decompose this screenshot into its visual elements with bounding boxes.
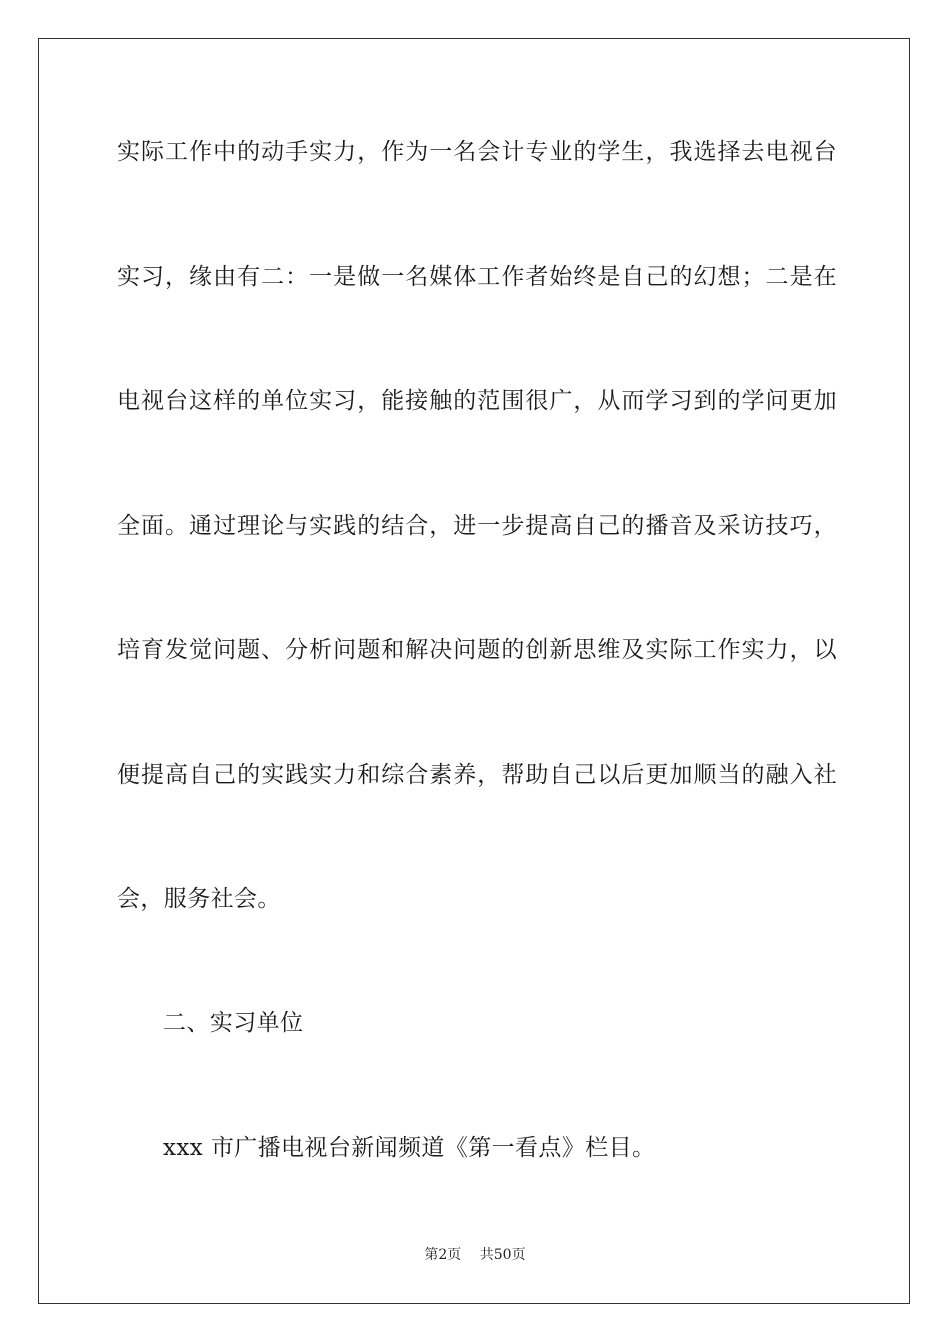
paragraph-line: 会，服务社会。 bbox=[117, 886, 281, 912]
page-border bbox=[38, 38, 910, 1304]
section-heading: 二、实习单位 bbox=[163, 1010, 304, 1036]
unit-text: xxx 市广播电视台新闻频道《第一看点》栏目。 bbox=[163, 1135, 656, 1161]
paragraph-line: 实习，缘由有二：一是做一名媒体工作者始终是自己的幻想；二是在 bbox=[117, 264, 837, 290]
paragraph-line: 全面。通过理论与实践的结合，进一步提高自己的播音及采访技巧， bbox=[117, 513, 837, 539]
paragraph-line: 培育发觉问题、分析问题和解决问题的创新思维及实际工作实力，以 bbox=[117, 637, 837, 663]
page-number: 第2页 bbox=[424, 1247, 462, 1263]
page-total: 共50页 bbox=[479, 1247, 526, 1263]
paragraph-line: 便提高自己的实践实力和综合素养，帮助自己以后更加顺当的融入社 bbox=[117, 762, 837, 788]
paragraph-line: 实际工作中的动手实力，作为一名会计专业的学生，我选择去电视台 bbox=[117, 139, 837, 165]
page-footer bbox=[0, 1245, 950, 1265]
paragraph-line: 电视台这样的单位实习，能接触的范围很广，从而学习到的学问更加 bbox=[117, 388, 837, 414]
